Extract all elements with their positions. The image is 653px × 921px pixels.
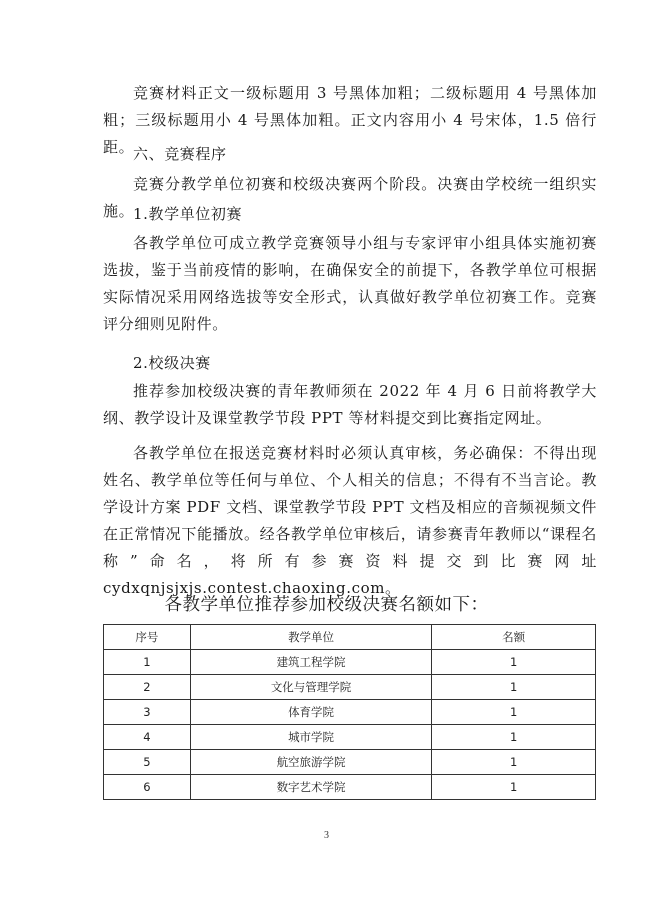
table-header-row — [104, 625, 596, 650]
paragraph-review-requirements: 各教学单位在报送竞赛材料时必须认真审核，务必确保：不得出现姓名、教学单位等任何与单位、个人相关的信息；不得有不当言论。教学设计方案 PDF 文档、课堂教学节段 PPT 文档及相应的音频视频文件在正常情况下能播放。经各教学单位审核后，请参赛青年教师以“课程名称”命名，将所有参赛资料提交到比赛网址 cydxqnjsjxjs.contest.chaoxing.com。 — [103, 444, 597, 597]
table-row — [104, 725, 596, 750]
row-quota: 1 — [432, 700, 596, 725]
section-heading-procedure: 六、竞赛程序 — [133, 145, 227, 163]
row-quota: 1 — [432, 650, 596, 675]
paragraph-preliminary: 各教学单位可成立教学竞赛领导小组与专家评审小组具体实施初赛选拔，鉴于当前疫情的影响，在确保安全的前提下，各教学单位可根据实际情况采用网络选拔等安全形式，认真做好教学单位初赛工作。竞赛评分细则见附件。 — [103, 234, 597, 333]
table-row — [104, 775, 596, 800]
table-row — [104, 650, 596, 675]
row-unit: 数字艺术学院 — [190, 775, 431, 800]
row-quota: 1 — [432, 675, 596, 700]
row-index: 3 — [104, 700, 191, 725]
quota-table — [103, 624, 596, 800]
page-number: 3 — [324, 830, 329, 841]
row-unit: 城市学院 — [190, 725, 431, 750]
row-index: 6 — [104, 775, 191, 800]
row-unit: 文化与管理学院 — [190, 675, 431, 700]
table-title: 各教学单位推荐参加校级决赛名额如下： — [164, 595, 489, 615]
paragraph-stages: 竞赛分教学单位初赛和校级决赛两个阶段。决赛由学校统一组织实施。 — [103, 175, 597, 220]
row-index: 2 — [104, 675, 191, 700]
paragraph-format-rules: 竞赛材料正文一级标题用 3 号黑体加粗；二级标题用 4 号黑体加粗；三级标题用小 4 号黑体加粗。正文内容用小 4 号宋体，1.5 倍行距。 — [103, 84, 597, 156]
row-quota: 1 — [432, 750, 596, 775]
row-quota: 1 — [432, 725, 596, 750]
header-index: 序号 — [104, 625, 191, 650]
table-row — [104, 675, 596, 700]
paragraph-final-submission: 推荐参加校级决赛的青年教师须在 2022 年 4 月 6 日前将教学大纲、教学设计及课堂教学节段 PPT 等材料提交到比赛指定网址。 — [103, 382, 597, 427]
row-index: 1 — [104, 650, 191, 675]
table-row — [104, 700, 596, 725]
row-index: 5 — [104, 750, 191, 775]
row-unit: 建筑工程学院 — [190, 650, 431, 675]
row-unit: 航空旅游学院 — [190, 750, 431, 775]
subheading-preliminary: 1.教学单位初赛 — [133, 205, 243, 223]
header-unit: 教学单位 — [190, 625, 431, 650]
row-quota: 1 — [432, 775, 596, 800]
row-index: 4 — [104, 725, 191, 750]
row-unit: 体育学院 — [190, 700, 431, 725]
subheading-final: 2.校级决赛 — [133, 354, 211, 372]
table-row — [104, 750, 596, 775]
header-quota: 名额 — [432, 625, 596, 650]
